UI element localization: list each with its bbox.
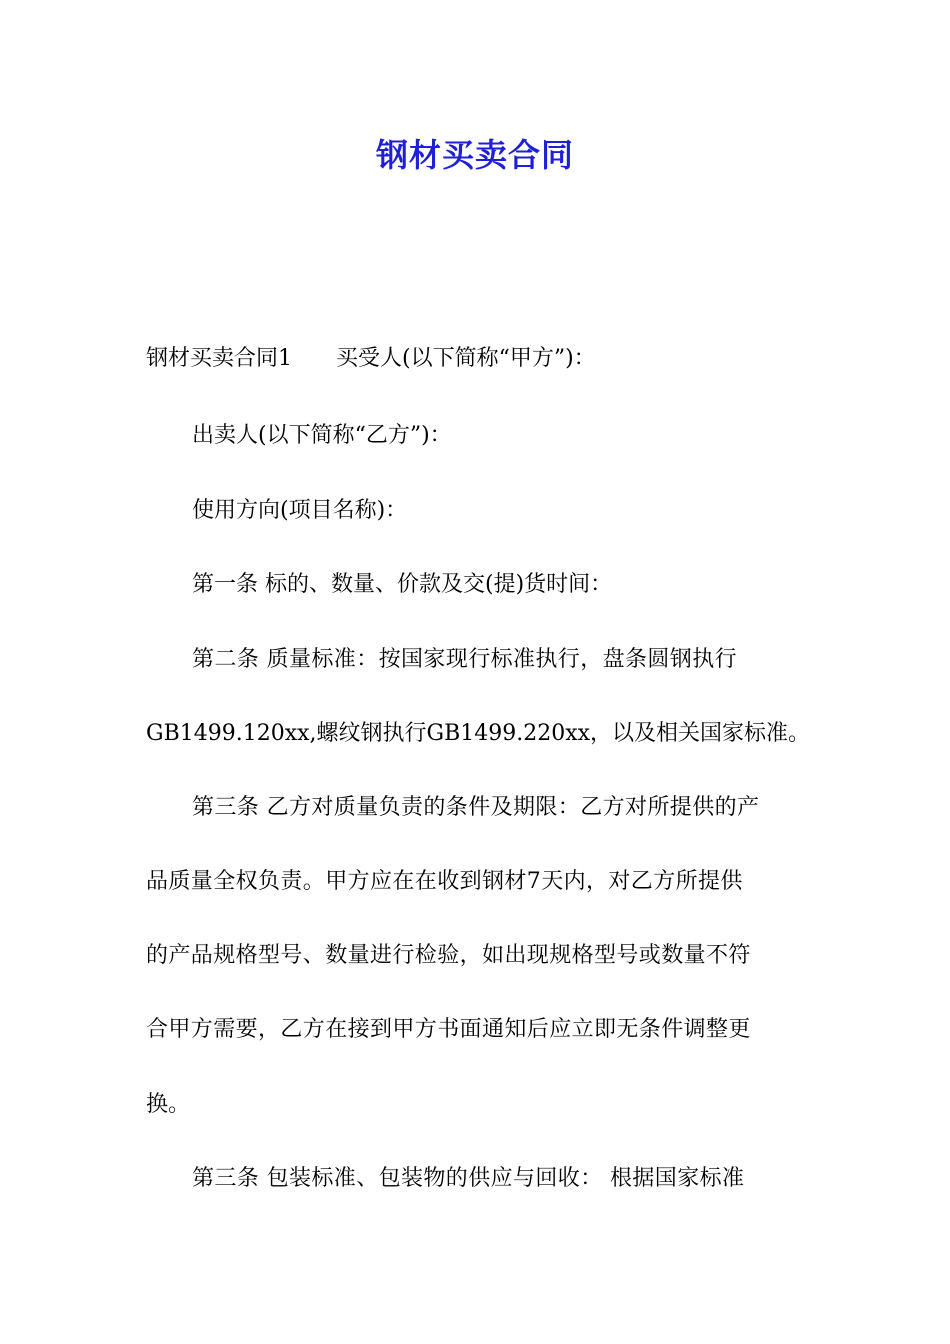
- article-3-line-3: 的产品规格型号、数量进行检验，如出现规格型号或数量不符: [146, 943, 751, 968]
- article-3-line-1: 第三条 乙方对质量负责的条件及期限：乙方对所提供的产: [192, 795, 760, 820]
- article-packaging-line-1: 第三条 包装标准、包装物的供应与回收： 根据国家标准: [192, 1166, 745, 1191]
- paragraph-line: [146, 344, 596, 374]
- article-2-line-1: 第二条 质量标准：按国家现行标准执行，盘条圆钢执行: [192, 647, 737, 672]
- article-2-line-2: GB1499.120xx,螺纹钢执行GB1499.220xx，以及相关国家标准。: [146, 721, 811, 746]
- contract-heading-inline: 钢材买卖合同1: [146, 346, 292, 371]
- article-3-line-4: 合甲方需要，乙方在接到甲方书面通知后应立即无条件调整更: [146, 1017, 751, 1042]
- article-3-line-5: 换。: [146, 1092, 191, 1117]
- buyer-label: 买受人(以下简称“甲方”)：: [336, 346, 596, 371]
- article-1-heading: 第一条 标的、数量、价款及交(提)货时间：: [192, 572, 613, 597]
- document-title: 钢材买卖合同: [375, 136, 574, 174]
- seller-label: 出卖人(以下简称“乙方”)：: [192, 423, 452, 448]
- usage-label: 使用方向(项目名称)：: [192, 498, 408, 523]
- article-3-line-2: 品质量全权负责。甲方应在在收到钢材7天内，对乙方所提供: [146, 869, 743, 894]
